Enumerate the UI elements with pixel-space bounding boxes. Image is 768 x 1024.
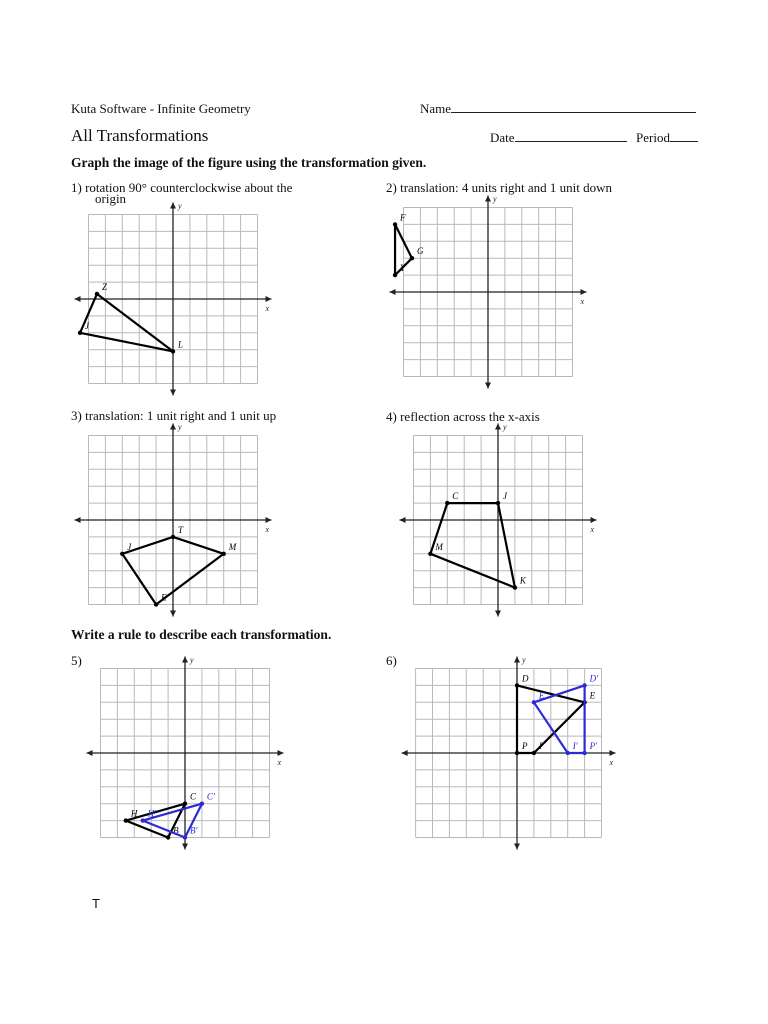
- pre-image-vertex-label-0: H: [130, 808, 138, 819]
- problem-4-number: 4): [386, 409, 397, 424]
- figure-vertex-label-0: C: [452, 491, 459, 502]
- pre-image-vertex-label-0: D: [522, 673, 529, 684]
- pre-image-vertex-label-1: E: [589, 690, 596, 701]
- image-vertex-label-1: E': [538, 690, 547, 701]
- figure-vertex-label-0: T: [178, 524, 184, 535]
- publisher-line: Kuta Software - Infinite Geometry: [71, 101, 251, 116]
- image-vertex-3: [582, 751, 586, 755]
- pre-image-vertex-0: [515, 683, 519, 687]
- pre-image-vertex-3: [515, 751, 519, 755]
- figure-vertex-label-1: L: [178, 339, 184, 350]
- worksheet-title: All Transformations: [71, 126, 209, 145]
- x-axis-label: x: [277, 758, 282, 767]
- date-label: Date: [490, 130, 515, 145]
- y-axis-label: y: [178, 201, 182, 211]
- pre-image-vertex-label-1: C: [190, 791, 197, 802]
- problem-3-text: translation: 1 unit right and 1 unit up: [85, 408, 277, 423]
- rule-instruction: Write a rule to describe each transformation.: [71, 627, 332, 642]
- figure-vertex-label-1: M: [228, 541, 237, 552]
- problem-1-number: 1): [71, 180, 82, 195]
- x-axis-arrow-right: [610, 750, 616, 756]
- figure-vertex-label-3: M: [435, 541, 443, 552]
- x-axis-label: x: [580, 297, 585, 306]
- problem-6-number: 6): [386, 653, 397, 668]
- figure-vertex-label-1: J: [503, 491, 507, 502]
- image-vertex-label-0: D': [589, 673, 599, 684]
- image-vertex-label-2: I': [572, 741, 578, 751]
- graph-instruction: Graph the image of the figure using the transformation given.: [71, 155, 427, 170]
- problem-4-text: reflection across the x-axis: [400, 409, 540, 424]
- y-axis-label: y: [493, 194, 497, 204]
- x-axis-label: x: [265, 525, 270, 534]
- y-axis-label: y: [503, 422, 507, 432]
- x-axis-label: x: [265, 304, 270, 313]
- pre-image-vertex-label-3: P: [522, 741, 528, 751]
- figure-vertex-label-0: F: [400, 212, 406, 223]
- figure-vertex-label-2: E: [161, 592, 167, 603]
- figure-vertex-label-3: J: [127, 541, 132, 552]
- problem-1-text-cont: origin: [95, 191, 127, 206]
- image-vertex-label-2: B': [190, 825, 198, 836]
- image-vertex-2: [566, 751, 570, 755]
- x-axis-arrow-left: [402, 750, 408, 756]
- pre-image-vertex-label-2: B: [173, 825, 179, 836]
- y-axis-label: y: [178, 422, 182, 432]
- pre-image-vertex-2: [532, 751, 536, 755]
- problem-1-text: rotation 90° counterclockwise about the: [85, 180, 293, 195]
- x-axis-label: x: [609, 758, 614, 767]
- image-vertex-1: [532, 700, 536, 704]
- problem-2-number: 2): [386, 180, 397, 195]
- image-vertex-label-3: P': [589, 741, 598, 751]
- figure-vertex-label-2: K: [519, 575, 526, 586]
- figure-vertex-label-0: Z: [101, 281, 107, 292]
- y-axis-label: y: [522, 655, 526, 665]
- figure-vertex-label-2: J: [85, 320, 90, 331]
- figure-vertex-label-1: G: [416, 246, 424, 257]
- problem-5-number: 5): [71, 653, 82, 668]
- problem-2-text: translation: 4 units right and 1 unit down: [400, 180, 613, 195]
- y-axis-arrow-up: [514, 657, 520, 663]
- name-label: Name: [420, 101, 452, 116]
- problem-3-number: 3): [71, 408, 82, 423]
- image-vertex-label-0: H': [147, 808, 157, 819]
- y-axis-label: y: [190, 655, 194, 665]
- y-axis-arrow-down: [514, 844, 520, 850]
- figure-vertex-label-2: Y: [400, 263, 406, 274]
- image-vertex-label-1: C': [206, 791, 215, 802]
- period-label: Period: [636, 130, 670, 145]
- image-vertex-0: [582, 683, 586, 687]
- x-axis-label: x: [590, 525, 595, 534]
- pre-image-vertex-label-2: I: [538, 741, 542, 751]
- footer-mark: T: [92, 896, 100, 911]
